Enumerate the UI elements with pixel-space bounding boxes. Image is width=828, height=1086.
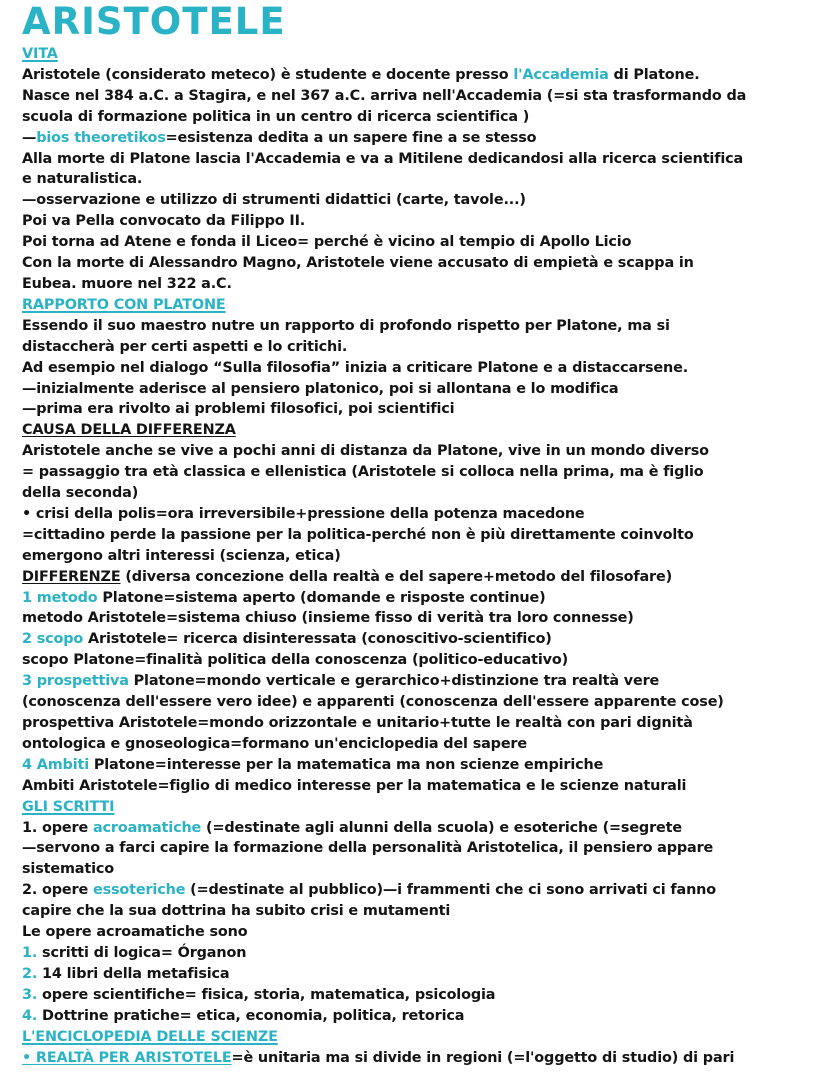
subheading-causa: CAUSA DELLA DIFFERENZA xyxy=(22,422,236,439)
section-heading-vita: VITA xyxy=(22,46,58,62)
text-line: ontologica e gnoseologica=formano un'enciclopedia del sapere xyxy=(22,735,527,752)
subheading-differenze: DIFFERENZE xyxy=(22,568,121,585)
text-line: Aristotele anche se vive a pochi anni di distanza da Platone, vive in un mondo diverso xyxy=(22,443,709,460)
label-realta: • REALTÀ PER ARISTOTELE xyxy=(22,1049,232,1066)
text-line: Eubea. muore nel 322 a.C. xyxy=(22,275,232,292)
text-line: Ad esempio nel dialogo “Sulla filosofia” inizia a criticare Platone e a distaccarsene. xyxy=(22,359,689,376)
highlight-essoteriche: essoteriche xyxy=(92,882,186,899)
text-line: —servono a farci capire la formazione della personalità Aristotelica, il pensiero appare xyxy=(22,840,714,857)
text-line: Aristotele (considerato meteco) è studente e docente presso l'Accademia di Platone. xyxy=(22,66,700,83)
text-line: Con la morte di Alessandro Magno, Aristotele viene accusato di empietà e scappa in xyxy=(22,255,694,272)
highlight-acroamatiche: acroamatiche xyxy=(92,819,202,836)
text-line: (conoscenza dell'essere vero idee) e apparenti (conoscenza dell'essere apparente cose) xyxy=(22,694,724,711)
list-item: 2. 14 libri della metafisica xyxy=(22,965,230,982)
text-line: Poi va Pella convocato da Filippo II. xyxy=(22,213,306,230)
text-line: Essendo il suo maestro nutre un rapporto di profondo rispetto per Platone, ma si xyxy=(22,317,670,334)
label-ambiti: 4 Ambiti xyxy=(22,756,90,773)
text-line: 2 scopo Aristotele= ricerca disinteressata (conoscitivo-scientifico) xyxy=(22,631,552,648)
text-line: emergono altri interessi (scienza, etica) xyxy=(22,547,341,564)
text-line: e naturalistica. xyxy=(22,171,143,188)
text-line: • REALTÀ PER ARISTOTELE=è unitaria ma si divide in regioni (=l'oggetto di studio) di pari xyxy=(22,1049,735,1066)
list-item: 3. opere scientifiche= fisica, storia, matematica, psicologia xyxy=(22,986,496,1003)
text-line: • crisi della polis=ora irreversibile+pressione della potenza macedone xyxy=(22,505,585,522)
section-heading-scritti: GLI SCRITTI xyxy=(22,798,115,815)
highlight-accademia: l'Accademia xyxy=(513,66,609,83)
list-item: 4. Dottrine pratiche= etica, economia, politica, retorica xyxy=(22,1007,465,1024)
highlight-bios: bios theoretikos xyxy=(36,129,166,146)
text-line: —bios theoretikos=esistenza dedita a un sapere fine a se stesso xyxy=(22,129,537,146)
text-line: scopo Platone=finalità politica della conoscenza (politico-educativo) xyxy=(22,652,569,669)
page-title: ARISTOTELE xyxy=(22,0,286,43)
text-line: —inizialmente aderisce al pensiero platonico, poi si allontana e lo modifica xyxy=(22,380,619,397)
text-line: capire che la sua dottrina ha subito crisi e mutamenti xyxy=(22,903,451,920)
text-line: 1. opere acroamatiche (=destinate agli alunni della scuola) e esoteriche (=segrete xyxy=(22,819,682,836)
text-line: Nasce nel 384 a.C. a Stagira, e nel 367 a.C. arriva nell'Accademia (=si sta trasformando da xyxy=(22,87,747,104)
text-line: Poi torna ad Atene e fonda il Liceo= perché è vicino al tempio di Apollo Licio xyxy=(22,234,632,251)
differenze-heading-line: DIFFERENZE (diversa concezione della realtà e del sapere+metodo del filosofare) xyxy=(22,568,673,585)
text-line: sistematico xyxy=(22,861,114,878)
label-prospettiva: 3 prospettiva xyxy=(22,673,129,690)
text-line: 1 metodo Platone=sistema aperto (domande e risposte continue) xyxy=(22,589,546,606)
text-line: Alla morte di Platone lascia l'Accademia e va a Mitilene dedicandosi alla ricerca scientifica xyxy=(22,150,744,167)
text-line: Ambiti Aristotele=figlio di medico interesse per la matematica e le scienze naturali xyxy=(22,777,687,794)
text-line: = passaggio tra età classica e ellenistica (Aristotele si colloca nella prima, ma è figlio xyxy=(22,464,704,481)
text-line: della seconda) xyxy=(22,485,139,502)
text-line: 2. opere essoteriche (=destinate al pubblico)—i frammenti che ci sono arrivati ci fanno xyxy=(22,882,717,899)
text-line: =cittadino perde la passione per la politica-perché non è più direttamente coinvolto xyxy=(22,526,694,543)
text-line: metodo Aristotele=sistema chiuso (insieme fisso di verità tra loro connesse) xyxy=(22,610,634,627)
section-heading-rapporto: RAPPORTO CON PLATONE xyxy=(22,296,226,313)
label-scopo: 2 scopo xyxy=(22,631,84,648)
text-line: scuola di formazione politica in un centro di ricerca scientifica ) xyxy=(22,108,530,125)
text-line: —osservazione e utilizzo di strumenti didattici (carte, tavole...) xyxy=(22,192,526,209)
section-heading-enciclopedia: L'ENCICLOPEDIA DELLE SCIENZE xyxy=(22,1028,278,1045)
text-line: Le opere acroamatiche sono xyxy=(22,924,248,941)
text-line: 3 prospettiva Platone=mondo verticale e gerarchico+distinzione tra realtà vere xyxy=(22,673,660,690)
text-line: prospettiva Aristotele=mondo orizzontale e unitario+tutte le realtà con pari dignità xyxy=(22,715,693,731)
text-line: distaccherà per certi aspetti e lo critichi. xyxy=(22,338,348,355)
label-metodo: 1 metodo xyxy=(22,589,98,606)
text-line: 4 Ambiti Platone=interesse per la matematica ma non scienze empiriche xyxy=(22,756,604,773)
text-line: —prima era rivolto ai problemi filosofici, poi scientifici xyxy=(22,401,455,418)
list-item: 1. scritti di logica= Órganon xyxy=(22,944,247,961)
